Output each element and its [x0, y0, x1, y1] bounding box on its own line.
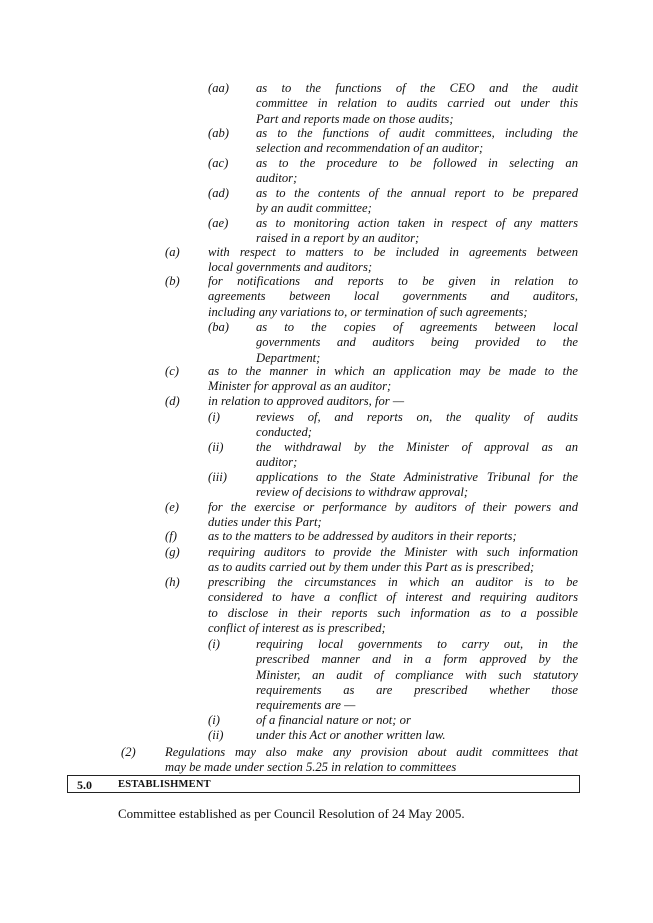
clause-text-line: local governments and auditors;: [208, 260, 373, 275]
clause-text-line: under this Act or another written law.: [256, 728, 446, 742]
clause-text: [256, 81, 578, 127]
clause-label: (2): [121, 745, 136, 759]
clause-label: (aa): [208, 81, 229, 95]
clause-text-line: prescribing the circumstances in which an auditor is to be: [208, 575, 578, 589]
clause-text-line: for notifications and reports to be given in relation to: [208, 274, 578, 288]
clause-label: (e): [165, 500, 179, 514]
clause-text-line: duties under this Part;: [208, 515, 322, 530]
clause-label: (ii): [208, 440, 224, 454]
clause-text-line: with respect to matters to be included in agreements between: [208, 245, 578, 259]
section-heading-box: [67, 775, 580, 793]
clause-label: (ac): [208, 156, 229, 170]
clause-text: [165, 745, 578, 776]
clause-text-line: reviews of, and reports on, the quality of audits: [256, 410, 578, 424]
clause-label: (c): [165, 364, 179, 378]
clause-text: [256, 186, 578, 217]
clause-text: [208, 529, 578, 544]
clause-text-line: the withdrawal by the Minister of approval as an: [256, 440, 578, 454]
clause-label: (ba): [208, 320, 229, 334]
clause-text-line: as to audits carried out by them under this Part as is prescribed;: [208, 560, 535, 575]
clause-label: (ad): [208, 186, 229, 200]
clause-text-line: as to the manner in which an application may be made to the: [208, 364, 578, 378]
clause-text-line: of a financial nature or not; or: [256, 713, 411, 727]
clause-label: (i): [208, 410, 220, 424]
clause-text-line: governments and auditors being provided to the: [256, 335, 578, 350]
section-title: ESTABLISHMENT: [118, 779, 211, 790]
clause-label: (ab): [208, 126, 229, 140]
clause-text-line: may be made under section 5.25 in relation to committees: [165, 760, 457, 775]
clause-label: (f): [165, 529, 177, 543]
clause-text-line: requirements as are prescribed whether those: [256, 682, 578, 697]
clause-label: (iii): [208, 470, 227, 484]
clause-text-line: as to the functions of audit committees, including the: [256, 126, 578, 140]
section-number: 5.0: [77, 778, 92, 792]
clause-text-line: conflict of interest as is prescribed;: [208, 620, 386, 635]
clause-text-line: review of decisions to withdraw approval;: [256, 485, 469, 500]
clause-text-line: including any variations to, or termination of such agreements;: [208, 304, 528, 319]
clause-text-line: as to the contents of the annual report to be prepared: [256, 186, 578, 200]
clause-label: (d): [165, 394, 180, 408]
clause-text: [256, 440, 578, 471]
clause-text: [208, 500, 578, 531]
clause-text-line: Minister for approval as an auditor;: [208, 379, 392, 394]
clause-text-line: in relation to approved auditors, for —: [208, 394, 405, 408]
clause-text-line: to disclose in their reports such information as to a possible: [208, 605, 578, 620]
clause-text-line: Part and reports made on those audits;: [256, 111, 454, 126]
clause-text: [256, 410, 578, 441]
clause-text-line: by an audit committee;: [256, 201, 372, 216]
clause-text-line: considered to have a conflict of interest and requiring auditors: [208, 590, 578, 605]
clause-text: [208, 575, 578, 636]
clause-text-line: raised in a report by an auditor;: [256, 231, 420, 246]
clause-text-line: requirements are —: [256, 698, 356, 713]
clause-label: (h): [165, 575, 180, 589]
clause-label: (a): [165, 245, 180, 259]
clause-label: (ae): [208, 216, 229, 230]
clause-text: [256, 216, 578, 247]
clause-text-line: prescribed manner and in a form approved by the: [256, 652, 578, 667]
clause-text-line: committee in relation to audits carried out under this: [256, 96, 578, 111]
clause-text: [256, 713, 578, 728]
clause-text: [208, 364, 578, 395]
clause-text: [256, 470, 578, 501]
clause-text-line: applications to the State Administrative Tribunal for the: [256, 470, 578, 484]
clause-text-line: selection and recommendation of an auditor;: [256, 141, 484, 156]
clause-text-line: Department;: [256, 350, 321, 365]
clause-text: [256, 728, 578, 743]
clause-label: (ii): [208, 728, 224, 742]
clause-text-line: requiring auditors to provide the Minister with such information: [208, 545, 578, 559]
clause-text: [256, 126, 578, 157]
clause-text-line: as to the matters to be addressed by auditors in their reports;: [208, 529, 517, 543]
clause-text: [256, 156, 578, 187]
clause-text: [208, 274, 578, 320]
clause-text-line: agreements between local governments and auditors,: [208, 289, 578, 304]
clause-text: [256, 320, 578, 366]
clause-text-line: Minister, an audit of compliance with such statutory: [256, 667, 578, 682]
clause-text-line: auditor;: [256, 171, 298, 186]
clause-text: [208, 394, 578, 409]
clause-text-line: requiring local governments to carry out, in the: [256, 637, 578, 651]
clause-label: (g): [165, 545, 180, 559]
clause-text: [208, 245, 578, 276]
clause-text-line: as to the functions of the CEO and the audit: [256, 81, 578, 95]
clause-text-line: as to the procedure to be followed in selecting an: [256, 156, 578, 170]
clause-text: [208, 545, 578, 576]
clause-text: [256, 637, 578, 713]
clause-text-line: auditor;: [256, 455, 298, 470]
clause-label: (i): [208, 713, 220, 727]
clause-text-line: Regulations may also make any provision about audit committees that: [165, 745, 578, 759]
clause-text-line: for the exercise or performance by auditors of their powers and: [208, 500, 578, 514]
clause-text-line: conducted;: [256, 425, 312, 440]
establishment-statement: Committee established as per Council Resolution of 24 May 2005.: [118, 806, 465, 821]
clause-text-line: as to monitoring action taken in respect of any matters: [256, 216, 578, 230]
clause-label: (b): [165, 274, 180, 288]
clause-label: (i): [208, 637, 220, 651]
clause-text-line: as to the copies of agreements between local: [256, 320, 578, 334]
